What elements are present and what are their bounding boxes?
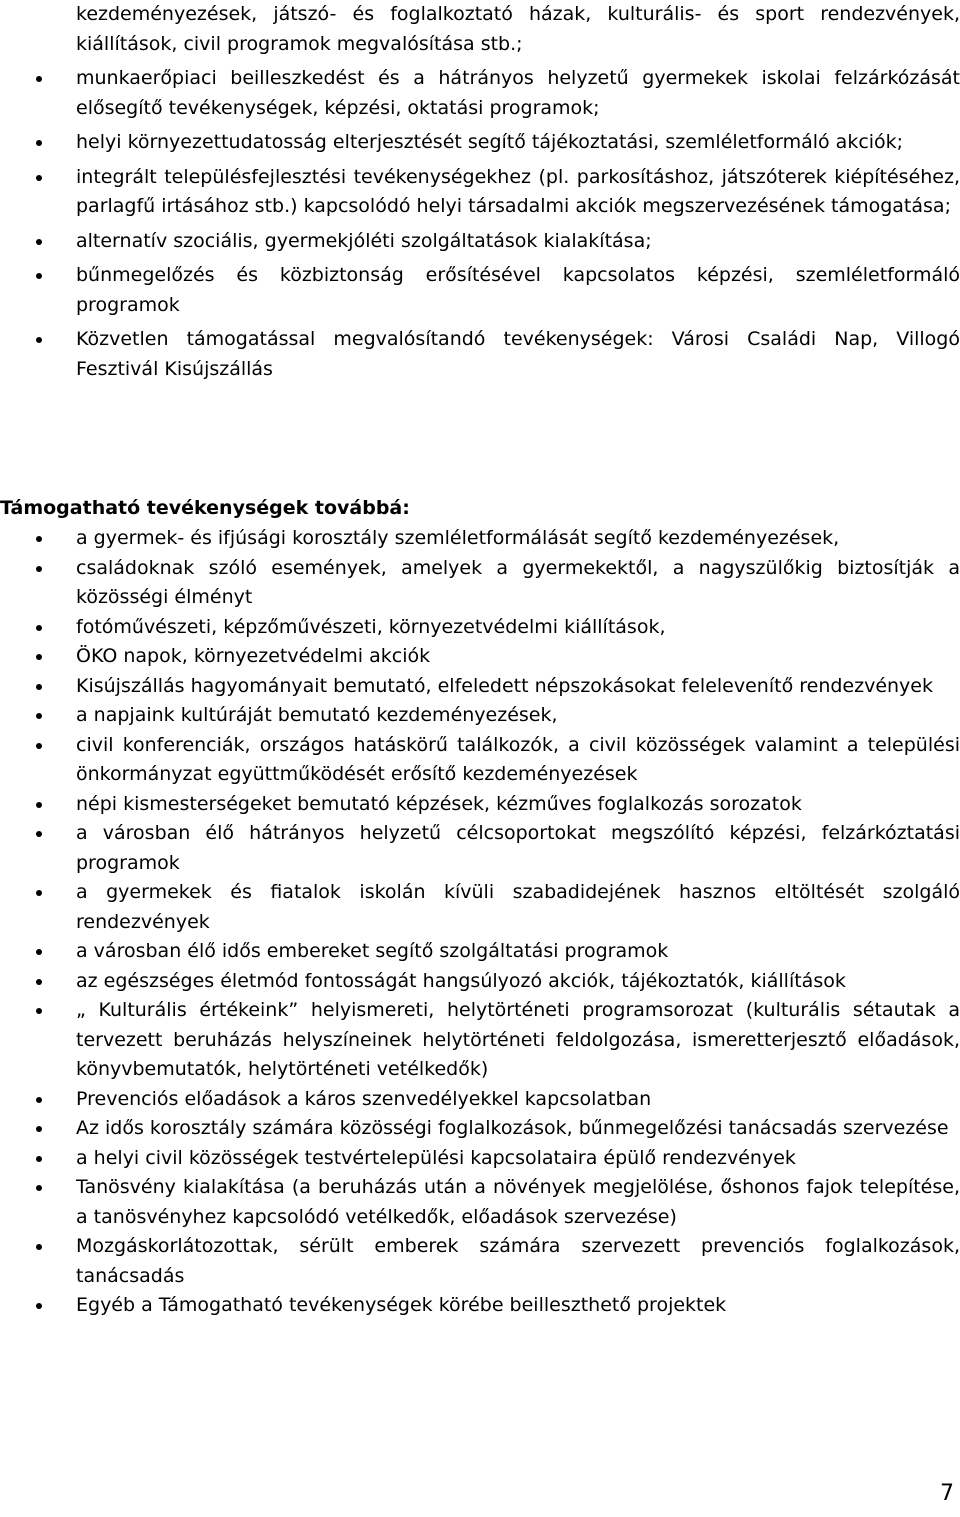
- list-item: bűnmegelőzés és közbiztonság erősítésével kapcsolatos képzési, szemléletformáló programok: [0, 261, 960, 320]
- list-item: a gyermekek és fiatalok iskolán kívüli szabadidejének hasznos eltöltését szolgáló rendezvények: [0, 878, 960, 937]
- list-item: Prevenciós előadások a káros szenvedélyekkel kapcsolatban: [0, 1085, 960, 1115]
- list-item: munkaerőpiaci beilleszkedést és a hátrányos helyzetű gyermekek iskolai felzárkózását elősegítő tevékenységek, képzési, oktatási programok;: [0, 64, 960, 123]
- list-item: Mozgáskorlátozottak, sérült emberek számára szervezett prevenciós foglalkozások, tanácsadás: [0, 1232, 960, 1291]
- list-item: „ Kulturális értékeink” helyismereti, helytörténeti programsorozat (kulturális sétautak a tervezett beruházás helyszíneinek helytörténeti feldolgozása, ismeretterjesztő előadások, könyvbemutatók, helytörténeti vetélkedők): [0, 996, 960, 1085]
- page-number: 7: [940, 1481, 954, 1506]
- section-heading: Támogatható tevékenységek továbbá:: [0, 497, 410, 519]
- list-item: az egészséges életmód fontosságát hangsúlyozó akciók, tájékoztatók, kiállítások: [0, 967, 960, 997]
- list-item: a városban élő idős embereket segítő szolgáltatási programok: [0, 937, 960, 967]
- list-item: Közvetlen támogatással megvalósítandó tevékenységek: Városi Családi Nap, Villogó Fesztivál Kisújszállás: [0, 325, 960, 384]
- list-item: a gyermek- és ifjúsági korosztály szemléletformálását segítő kezdeményezések,: [0, 524, 960, 554]
- list-item: Tanösvény kialakítása (a beruházás után a növények megjelölése, őshonos fajok telepítése, a tanösvényhez kapcsolódó vetélkedők, előadások szervezése): [0, 1173, 960, 1232]
- list-item: családoknak szóló események, amelyek a gyermekektől, a nagyszülőkig biztosítják a közösségi élményt: [0, 554, 960, 613]
- list-item: kezdeményezések, játszó- és foglalkoztató házak, kulturális- és sport rendezvények, kiállítások, civil programok megvalósítása stb.;: [76, 3, 960, 55]
- list-item: a helyi civil közösségek testvértelepülési kapcsolataira épülő rendezvények: [0, 1144, 960, 1174]
- list-item: Kisújszállás hagyományait bemutató, elfeledett népszokásokat felelevenítő rendezvények: [0, 672, 960, 702]
- list-item: ÖKO napok, környezetvédelmi akciók: [0, 642, 960, 672]
- list-item: Az idős korosztály számára közösségi foglalkozások, bűnmegelőzési tanácsadás szervezése: [0, 1114, 960, 1144]
- list-item: a városban élő hátrányos helyzetű célcsoportokat megszólító képzési, felzárkóztatási programok: [0, 819, 960, 878]
- activity-list-second: [0, 524, 960, 1321]
- list-item: népi kismesterségeket bemutató képzések, kézműves foglalkozás sorozatok: [0, 790, 960, 820]
- list-item: integrált településfejlesztési tevékenységekhez (pl. parkosításhoz, játszóterek kiépítéséhez, parlagfű irtásához stb.) kapcsolódó helyi társadalmi akciók megszervezésének támogatása;: [0, 163, 960, 222]
- activity-list-first: [0, 0, 960, 384]
- list-item: civil konferenciák, országos hatáskörű találkozók, a civil közösségek valamint a települési önkormányzat együttműködését erősítő kezdeményezések: [0, 731, 960, 790]
- list-item: Egyéb a Támogatható tevékenységek körébe beilleszthető projektek: [0, 1291, 960, 1321]
- list-item: helyi környezettudatosság elterjesztését segítő tájékoztatási, szemléletformáló akciók;: [0, 128, 960, 158]
- list-item: a napjaink kultúráját bemutató kezdeményezések,: [0, 701, 960, 731]
- list-item: fotóművészeti, képzőművészeti, környezetvédelmi kiállítások,: [0, 613, 960, 643]
- list-item: alternatív szociális, gyermekjóléti szolgáltatások kialakítása;: [0, 227, 960, 257]
